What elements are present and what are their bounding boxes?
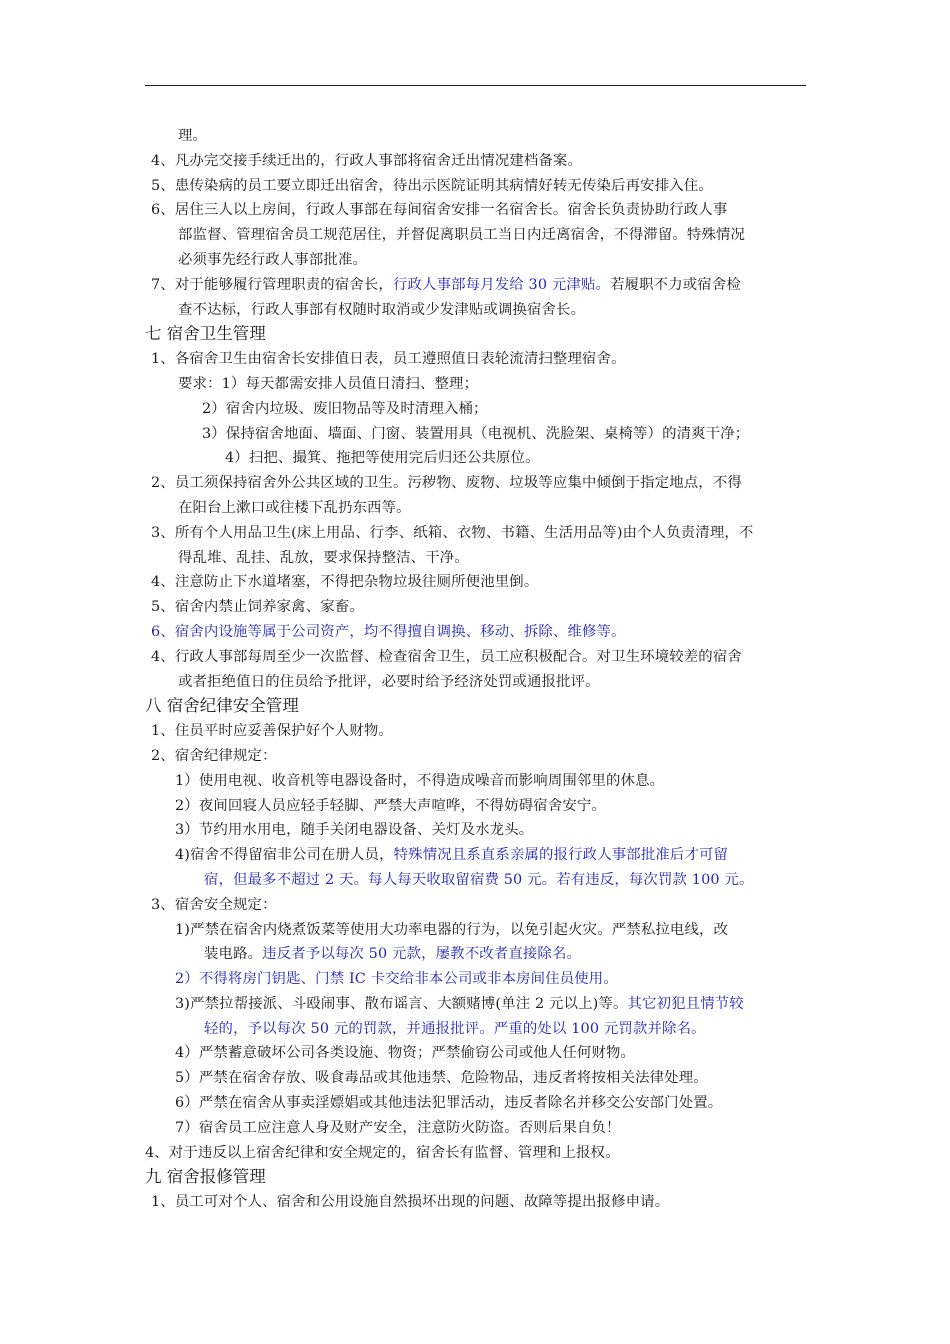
line-text: 1、住员平时应妥善保护好个人财物。	[151, 723, 393, 740]
line-text: 必须事先经行政人事部批准。	[178, 251, 368, 268]
highlighted-text: 其它初犯且情节较	[627, 995, 744, 1012]
document-line	[145, 446, 810, 471]
document-line	[145, 124, 810, 149]
section-heading	[145, 694, 810, 719]
line-text: 查不达标，行政人事部有权随时取消或少发津贴或调换宿舍长。	[178, 301, 586, 318]
document-line	[145, 223, 810, 248]
line-text: 4）扫把、撮箕、拖把等使用完后归还公共原位。	[225, 450, 540, 467]
line-text: 九 宿舍报修管理	[145, 1167, 266, 1187]
line-text: 3）节约用水用电，随手关闭电器设备、关灯及水龙头。	[175, 822, 534, 839]
document-line	[145, 248, 810, 273]
line-text: 4、注意防止下水道堵塞，不得把杂物垃圾往厕所便池里倒。	[151, 574, 539, 591]
line-text: 2）夜间回寝人员应轻手轻脚、严禁大声喧哗，不得妨碍宿舍安宁。	[175, 797, 606, 814]
document-line	[145, 546, 810, 571]
document-line	[145, 744, 810, 769]
document-line	[145, 992, 810, 1017]
line-text: 2）宿舍内垃圾、废旧物品等及时清理入桶；	[202, 400, 488, 417]
document-line	[145, 595, 810, 620]
document-line	[145, 422, 810, 447]
highlighted-text: 6、宿舍内设施等属于公司资产，均不得擅自调换、移动、拆除、维修等。	[151, 623, 626, 640]
document-line	[145, 1017, 810, 1042]
header-rule	[145, 85, 806, 86]
line-text: 2、宿舍纪律规定：	[151, 747, 277, 764]
highlighted-text: 宿，但最多不超过 2 天。每人每天收取留宿费 50 元。若有违反，每次罚款 100 元。	[204, 871, 754, 888]
line-text: 1）使用电视、收音机等电器设备时，不得造成噪音而影响周围邻里的休息。	[175, 772, 665, 789]
line-text: 理。	[178, 128, 208, 144]
line-text: 4、对于违反以上宿舍纪律和安全规定的，宿舍长有监督、管理和上报权。	[145, 1144, 620, 1161]
document-line	[145, 298, 810, 323]
document-line	[145, 273, 810, 298]
document-line	[145, 496, 810, 521]
document-line	[145, 670, 810, 695]
line-text: 在阳台上漱口或往楼下乱扔东西等。	[178, 499, 411, 516]
line-text: 7、对于能够履行管理职责的宿舍长，	[151, 276, 393, 293]
line-text: 要求：1）每天都需安排人员值日清扫、整理；	[178, 375, 479, 392]
document-line	[145, 868, 810, 893]
line-text: 1、各宿舍卫生由宿舍长安排值日表，员工遵照值日表轮流清扫整理宿舍。	[151, 351, 626, 368]
line-text: 6）严禁在宿舍从事卖淫嫖娼或其他违法犯罪活动，违反者除名并移交公安部门处置。	[175, 1095, 723, 1112]
line-text: 5、宿舍内禁止饲养家禽、家畜。	[151, 599, 364, 616]
line-text: 1)严禁在宿舍内烧煮饭菜等使用大功率电器的行为，以免引起火灾。严禁私拉电线，改	[175, 921, 729, 938]
document-line	[145, 843, 810, 868]
highlighted-text: 2）不得将房门钥匙、门禁 IC 卡交给非本公司或非本房间住员使用。	[175, 971, 618, 988]
line-text: 2、员工须保持宿舍外公共区域的卫生。污秽物、废物、垃圾等应集中倾倒于指定地点，不得	[151, 475, 742, 492]
document-line	[145, 372, 810, 397]
document-line	[145, 570, 810, 595]
document-line	[145, 1141, 810, 1166]
document-line	[145, 1066, 810, 1091]
highlighted-text: 轻的，予以每次 50 元的罚款，并通报批评。严重的处以 100 元罚款并除名。	[204, 1020, 706, 1037]
line-text: 5、患传染病的员工要立即迁出宿舍，待出示医院证明其病情好转无传染后再安排入住。	[151, 177, 713, 194]
document-line	[145, 620, 810, 645]
document-line	[145, 719, 810, 744]
line-text: 7）宿舍员工应注意人身及财产安全，注意防火防盗。否则后果自负！	[175, 1119, 621, 1136]
document-line	[145, 397, 810, 422]
document-line	[145, 942, 810, 967]
document-line	[145, 769, 810, 794]
document-body	[145, 124, 810, 1215]
line-text: 3）保持宿舍地面、墙面、门窗、装置用具（电视机、洗脸架、桌椅等）的清爽干净；	[202, 425, 750, 442]
document-line	[145, 893, 810, 918]
document-line	[145, 347, 810, 372]
line-text: 1、员工可对个人、宿舍和公用设施自然损坏出现的问题、故障等提出报修申请。	[151, 1194, 670, 1211]
line-text: 或者拒绝值日的住员给予批评，必要时给予经济处罚或通报批评。	[178, 673, 600, 690]
document-line	[145, 174, 810, 199]
document-line	[145, 1041, 810, 1066]
document-line	[145, 818, 810, 843]
document-line	[145, 794, 810, 819]
line-text: 3、宿舍安全规定：	[151, 896, 277, 913]
line-text: 4、行政人事部每周至少一次监督、检查宿舍卫生，员工应积极配合。对卫生环境较差的宿舍	[151, 648, 742, 665]
line-text: 装电路。	[204, 946, 263, 963]
line-text: 3)严禁拉帮接派、斗殴闹事、散布谣言、大额赌博(单注 2 元以上)等。	[175, 995, 628, 1012]
document-line	[145, 1190, 810, 1215]
document-line	[145, 198, 810, 223]
line-text: 七 宿舍卫生管理	[145, 324, 266, 344]
document-line	[145, 521, 810, 546]
line-text: 5）严禁在宿舍存放、吸食毒品或其他违禁、危险物品，违反者将按相关法律处理。	[175, 1070, 708, 1087]
line-text: 6、居住三人以上房间，行政人事部在每间宿舍安排一名宿舍长。宿舍长负责协助行政人事	[151, 202, 728, 219]
document-line	[145, 1091, 810, 1116]
highlighted-text: 违反者予以每次 50 元款，屡教不改者直接除名。	[262, 946, 582, 963]
line-text: 若履职不力或宿舍检	[610, 276, 741, 293]
line-text: 4)宿舍不得留宿非公司在册人员，	[175, 847, 394, 864]
document-line	[145, 918, 810, 943]
document-line	[145, 967, 810, 992]
document-line	[145, 149, 810, 174]
section-heading	[145, 322, 810, 347]
line-text: 八 宿舍纪律安全管理	[145, 696, 299, 716]
section-heading	[145, 1165, 810, 1190]
highlighted-text: 特殊情况且系直系亲属的报行政人事部批准后才可留	[393, 847, 729, 864]
line-text: 4）严禁蓄意破坏公司各类设施、物资；严禁偷窃公司或他人任何财物。	[175, 1045, 636, 1062]
document-line	[145, 645, 810, 670]
document-line	[145, 1116, 810, 1141]
line-text: 得乱堆、乱挂、乱放，要求保持整洁、干净。	[178, 549, 469, 566]
line-text: 部监督、管理宿舍员工规范居住，并督促离职员工当日内迁离宿舍，不得滞留。特殊情况	[178, 227, 746, 244]
document-line	[145, 471, 810, 496]
line-text: 4、凡办完交接手续迁出的，行政人事部将宿舍迁出情况建档备案。	[151, 152, 582, 169]
line-text: 3、所有个人用品卫生(床上用品、行李、纸箱、衣物、书籍、生活用品等)由个人负责清理，不	[151, 524, 754, 541]
highlighted-text: 行政人事部每月发给 30 元津贴。	[392, 276, 611, 293]
